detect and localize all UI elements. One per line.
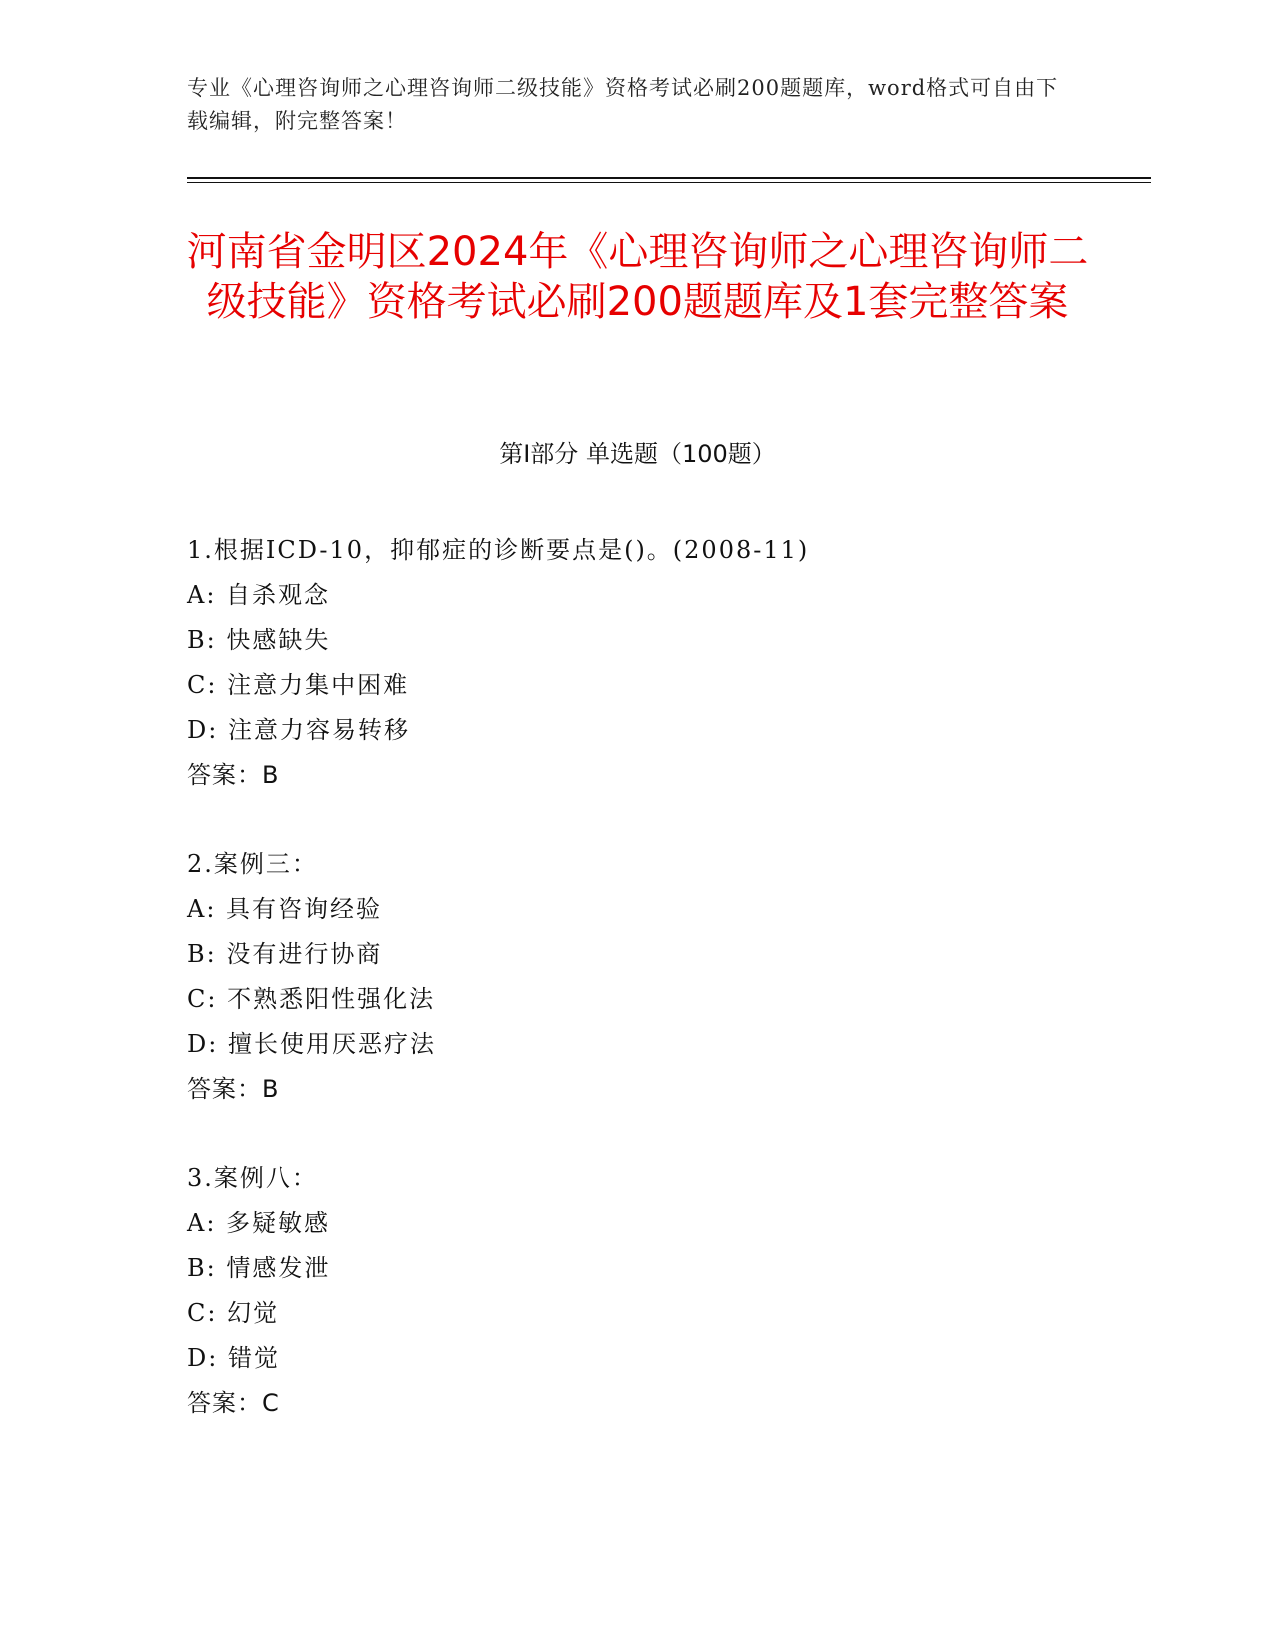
option-c: C: 注意力集中困难 [187,671,410,699]
option-d: D: 擅长使用厌恶疗法 [187,1030,436,1058]
option-a: A: 具有咨询经验 [187,895,383,923]
option-b: B: 情感发泄 [187,1254,331,1282]
option-a: A: 自杀观念 [187,581,331,609]
option-d: D: 注意力容易转移 [187,716,410,744]
answer-line: 答案：B [187,1075,280,1103]
option-a: A: 多疑敏感 [187,1209,331,1237]
option-c: C: 不熟悉阳性强化法 [187,985,436,1013]
option-b: B: 快感缺失 [187,626,331,654]
document-title: 河南省金明区2024年《心理咨询师之心理咨询师二级技能》资格考试必刷200题题库及1套完整答案 [186,229,1089,325]
header-divider-thick [187,177,1151,179]
option-c: C: 幻觉 [187,1299,280,1327]
question-list [187,528,1147,1470]
question-2 [187,842,1147,1112]
question-stem: 1.根据ICD-10，抑郁症的诊断要点是()。(2008-11) [187,536,810,564]
question-stem: 2.案例三： [187,850,318,878]
question-3 [187,1156,1147,1426]
header-divider-thin [187,182,1151,183]
option-d: D: 错觉 [187,1344,280,1372]
header-note: 专业《心理咨询师之心理咨询师二级技能》资格考试必刷200题题库，word格式可自由下载编辑，附完整答案！ [187,76,1059,133]
section-heading: 第I部分 单选题（100题） [499,440,776,468]
question-stem: 3.案例八： [187,1164,318,1192]
question-1 [187,528,1147,798]
answer-line: 答案：C [187,1389,280,1417]
option-b: B: 没有进行协商 [187,940,383,968]
answer-line: 答案：B [187,761,280,789]
